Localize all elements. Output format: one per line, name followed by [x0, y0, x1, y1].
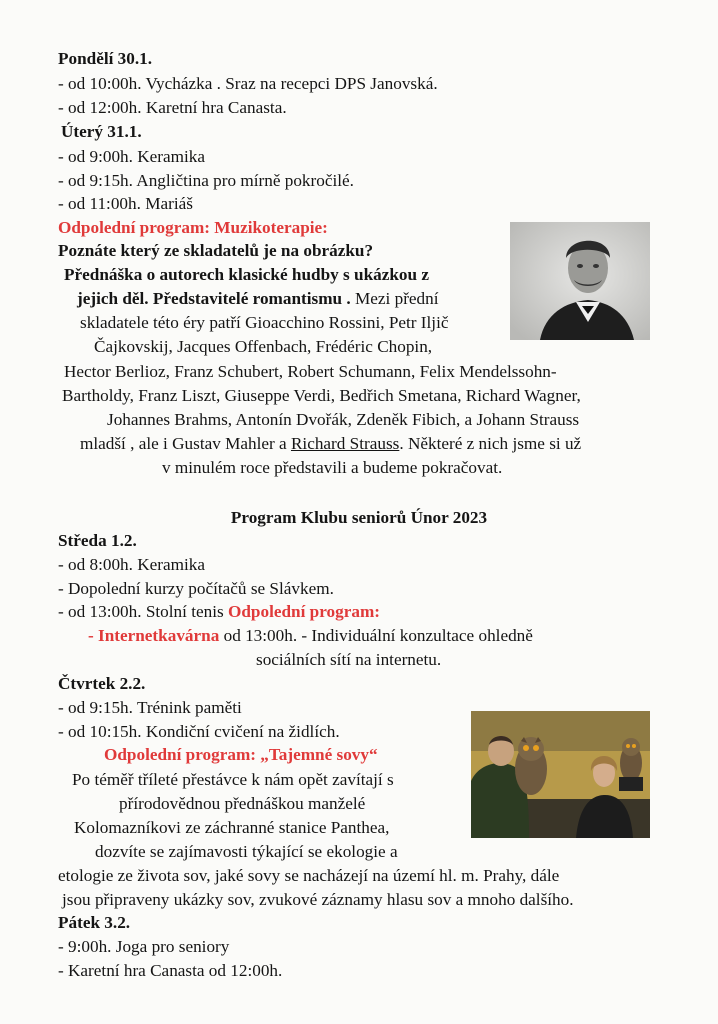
- owl-text-line-3: Kolomazníkovi ze záchranné stanice Panthea,: [74, 818, 390, 837]
- owl-text-line-1: Po téměř tříleté přestávce k nám opět zavítají s: [72, 770, 394, 789]
- lecture-line-5: Hector Berlioz, Franz Schubert, Robert Schumann, Felix Mendelssohn-: [64, 362, 557, 381]
- lecture-line-2: [77, 288, 439, 310]
- thursday-item-1: - od 9:15h. Trénink paměti: [58, 698, 242, 717]
- composer-question: Poznáte který ze skladatelů je na obrázku?: [58, 241, 374, 260]
- tuesday-item-1: - od 9:00h. Keramika: [58, 147, 206, 166]
- owl-text-line-6: jsou připraveny ukázky sov, zvukové záznamy hlasu sov a mnoho dalšího.: [62, 890, 574, 909]
- monday-heading: Pondělí 30.1.: [58, 49, 153, 68]
- friday-item-1: - 9:00h. Joga pro seniory: [58, 937, 230, 956]
- lecture-line-3: skladatele této éry patří Gioacchino Rossini, Petr Iljič: [80, 313, 449, 332]
- owl-text-line-4: dozvíte se zajímavosti týkající se ekologie a: [95, 842, 398, 861]
- wednesday-item-1: - od 8:00h. Keramika: [58, 555, 206, 574]
- friday-heading: Pátek 3.2.: [58, 913, 131, 932]
- owls-photo-image: [471, 711, 650, 838]
- lecture-line-8: [80, 433, 581, 455]
- wednesday-item-2: - Dopolední kurzy počítačů se Slávkem.: [58, 579, 334, 598]
- lecture-line-4: Čajkovskij, Jacques Offenbach, Frédéric Chopin,: [94, 337, 433, 356]
- thursday-heading: Čtvrtek 2.2.: [58, 674, 146, 693]
- lecture-line-1: Přednáška o autorech klasické hudby s ukázkou z: [64, 265, 429, 284]
- lecture-line-6: Bartholdy, Franz Liszt, Giuseppe Verdi, Bedřich Smetana, Richard Wagner,: [62, 386, 581, 405]
- lecture-line-2-bold: jejich děl. Představitelé romantismu .: [77, 289, 351, 308]
- lecture-line-7: Johannes Brahms, Antonín Dvořák, Zdeněk Fibich, a Johann Strauss: [107, 410, 580, 429]
- tuesday-afternoon-title: Odpolední program: Muzikoterapie:: [58, 218, 328, 237]
- monday-item-2: - od 12:00h. Karetní hra Canasta.: [58, 98, 287, 117]
- wednesday-afternoon-label: Odpolední program:: [227, 602, 380, 621]
- internet-line-1-text: od 13:00h. - Individuální konzultace ohledně: [219, 626, 533, 645]
- internetkavarna-label: - Internetkavárna: [88, 626, 220, 645]
- owl-text-line-2: přírodovědnou přednáškou manželé: [119, 794, 366, 813]
- lecture-line-8-text-a: mladší , ale i Gustav Mahler a: [80, 434, 291, 453]
- tuesday-item-2: - od 9:15h. Angličtina pro mírně pokročilé.: [58, 171, 354, 190]
- tuesday-item-3: - od 11:00h. Mariáš: [58, 194, 193, 213]
- wednesday-heading: Středa 1.2.: [58, 531, 137, 550]
- lecture-line-9: v minulém roce představili a budeme pokračovat.: [162, 458, 503, 477]
- wednesday-item-3: [58, 601, 380, 623]
- wednesday-item-3-text: - od 13:00h. Stolní tenis: [58, 602, 228, 621]
- thursday-item-2: - od 10:15h. Kondiční cvičení na židlích.: [58, 722, 340, 741]
- owl-text-line-5: etologie ze života sov, jaké sovy se nacházejí na území hl. m. Prahy, dále: [58, 866, 560, 885]
- richard-strauss-link[interactable]: Richard Strauss: [290, 434, 400, 453]
- internet-line-2: sociálních sítí na internetu.: [256, 650, 442, 669]
- composer-portrait-image: [510, 222, 650, 340]
- program-title: Program Klubu seniorů Únor 2023: [230, 508, 488, 527]
- tuesday-heading: Úterý 31.1.: [61, 122, 142, 141]
- lecture-line-8-text-b: . Některé z nich jsme si už: [399, 434, 582, 453]
- monday-item-1: - od 10:00h. Vycházka . Sraz na recepci DPS Janovská.: [58, 74, 438, 93]
- friday-item-2: - Karetní hra Canasta od 12:00h.: [58, 961, 283, 980]
- internet-line-1: [88, 625, 533, 647]
- lecture-line-2-text: Mezi přední: [350, 289, 439, 308]
- thursday-afternoon-title: Odpolední program: „Tajemné sovy“: [104, 745, 378, 764]
